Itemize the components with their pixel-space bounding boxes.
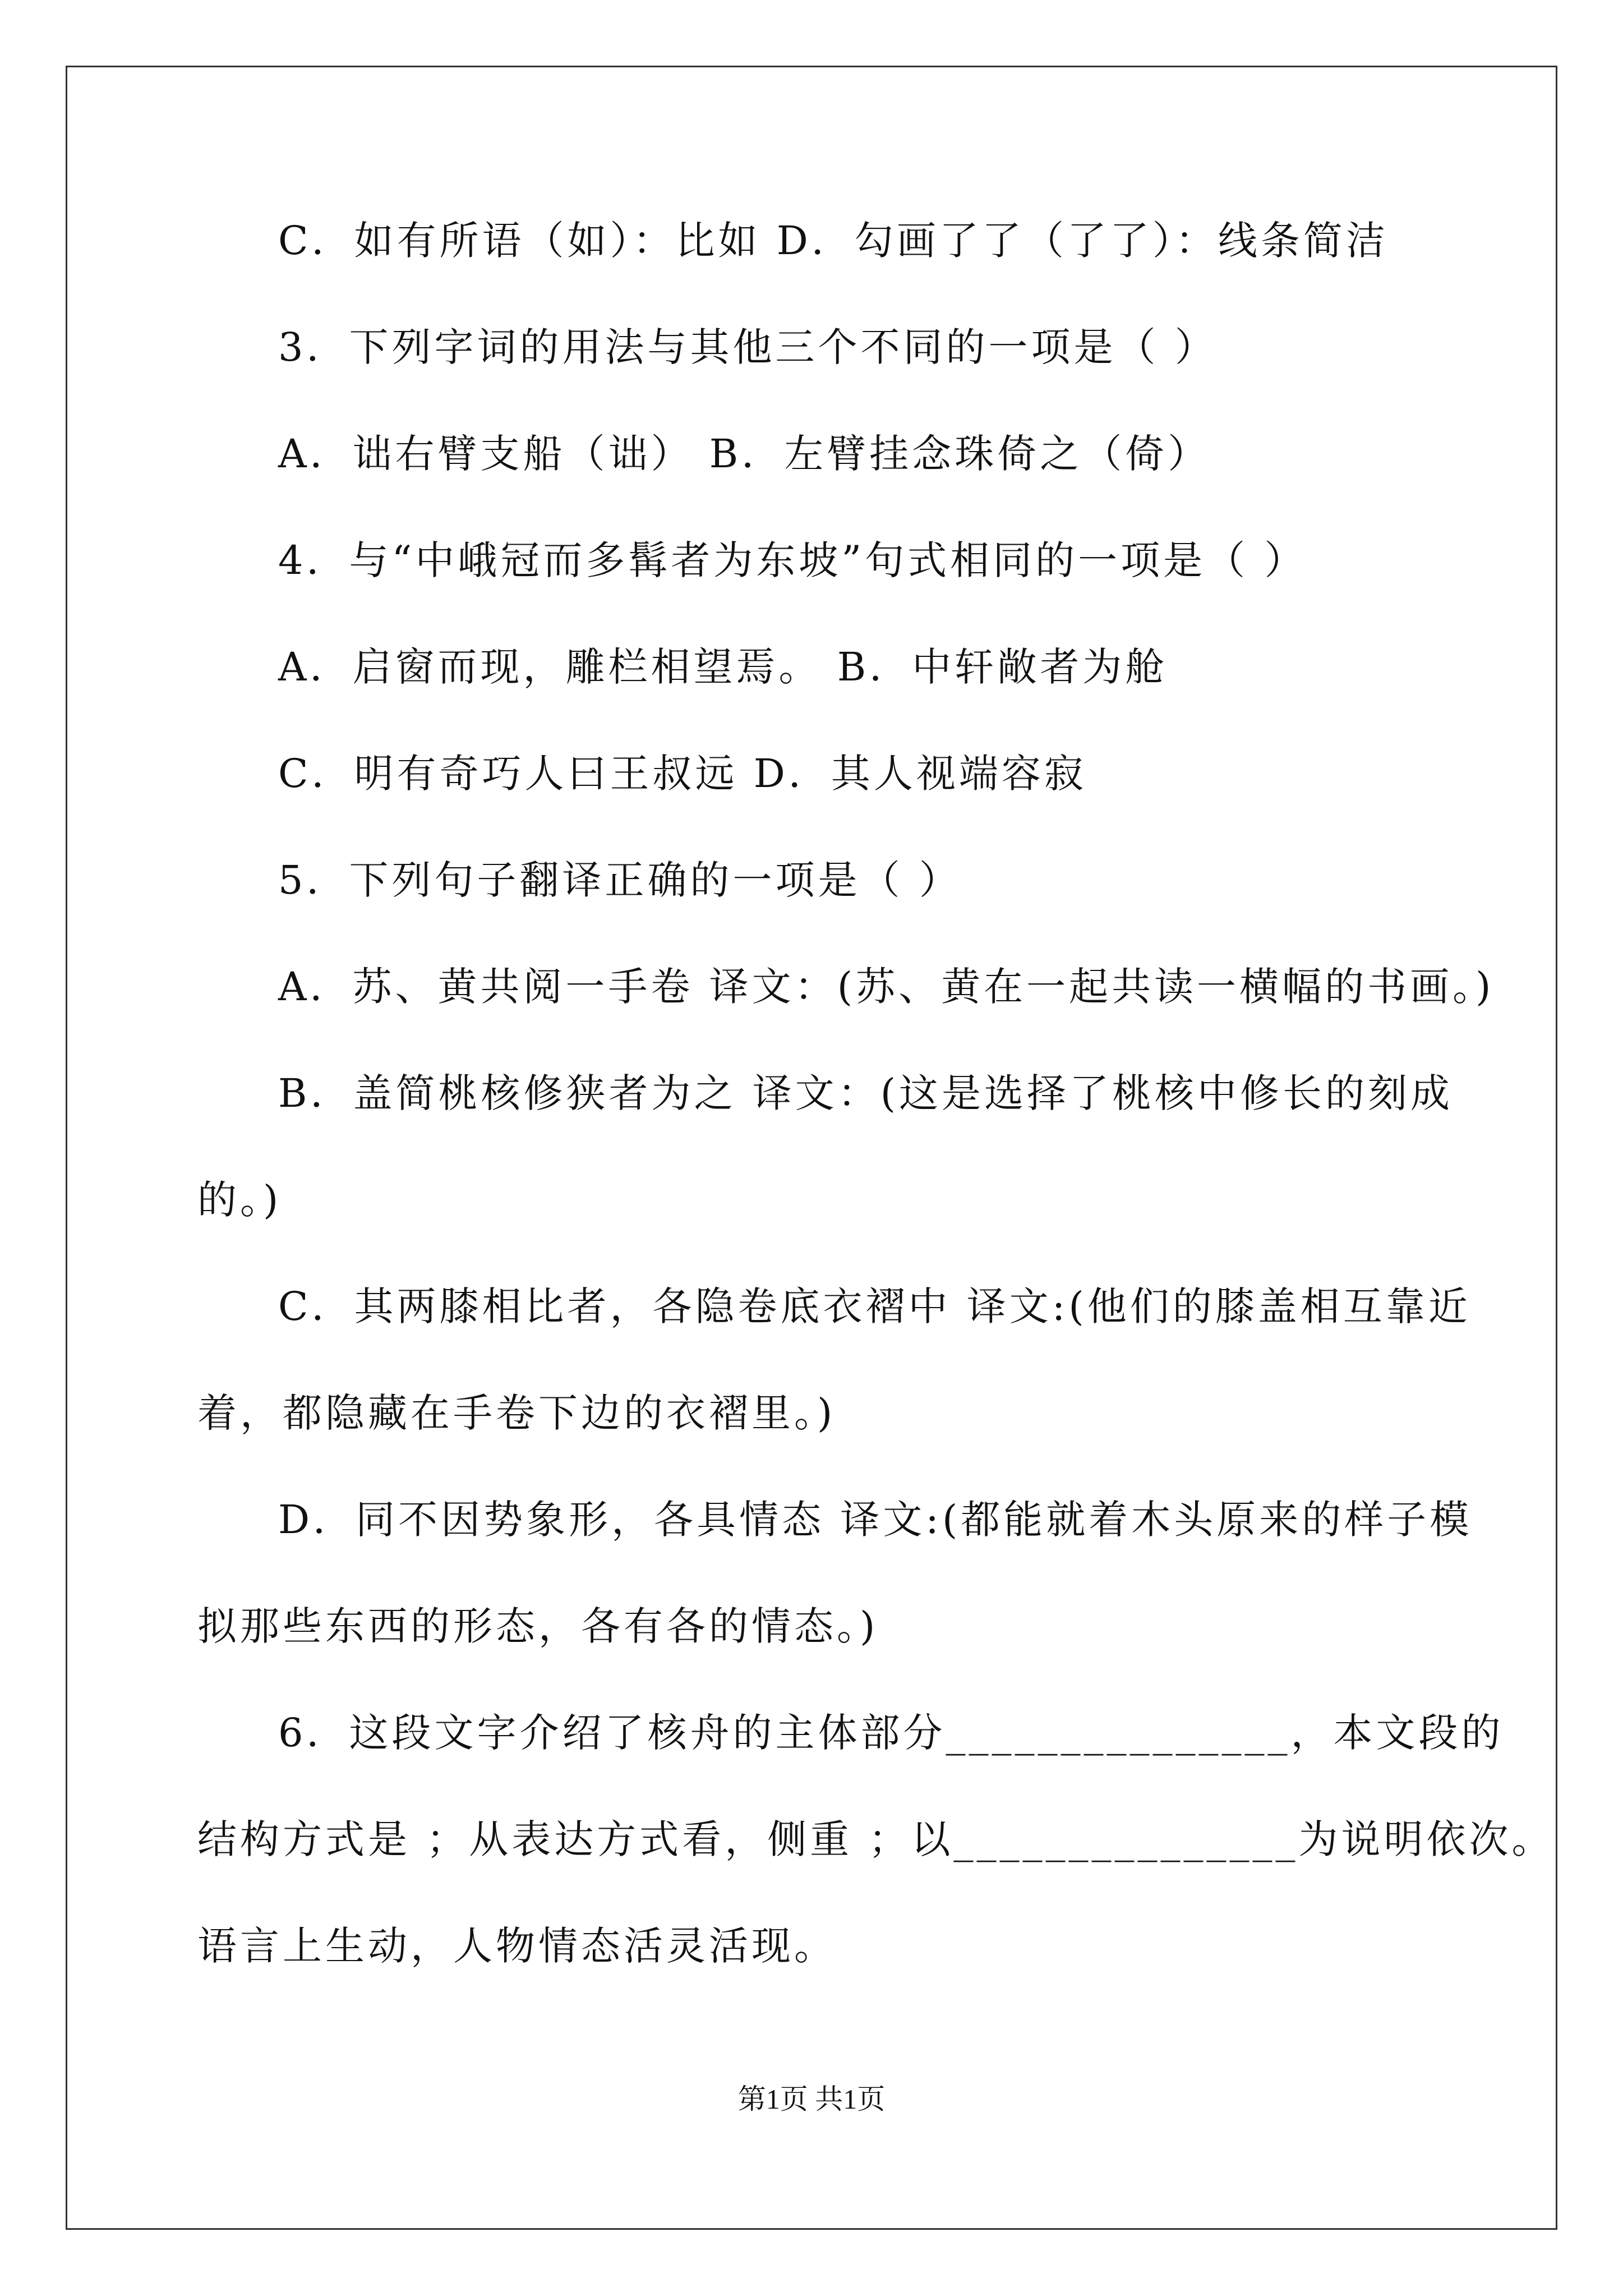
question-5-option-a: A．苏、黄共阅一手卷 译文：(苏、黄在一起共读一横幅的书画。) — [278, 964, 1495, 1010]
question-3: 3．下列字词的用法与其他三个不同的一项是（ ） — [278, 324, 1218, 370]
question-6: 6．这段文字介绍了核舟的主体部分_______________，本文段的 — [278, 1710, 1504, 1756]
page-footer: 第1页 共1页 — [737, 2083, 886, 2115]
question-5-option-d: D．同不因势象形，各具情态 译文:(都能就着木头原来的样子模 — [278, 1497, 1473, 1543]
question-4-options-cd: C．明有奇巧人曰王叔远 D．其人视端容寂 — [278, 751, 1087, 797]
question-4-options-ab: A．启窗而现，雕栏相望焉。 B．中轩敞者为舱 — [278, 644, 1168, 690]
question-5-option-b-cont: 的。) — [197, 1177, 282, 1223]
question-5-option-c: C．其两膝相比者，各隐卷底衣褶中 译文:(他们的膝盖相互靠近 — [278, 1283, 1471, 1329]
page-border — [66, 66, 1557, 2230]
question-5-option-c-cont: 着，都隐藏在手卷下边的衣褶里。) — [197, 1390, 836, 1436]
question-5-option-b: B．盖简桃核修狭者为之 译文：(这是选择了桃核中修长的刻成 — [278, 1070, 1453, 1116]
question-5: 5．下列句子翻译正确的一项是（ ） — [278, 857, 962, 903]
question-4: 4．与“中峨冠而多髯者为东坡”句式相同的一项是（ ） — [278, 537, 1307, 583]
option-line-c-d: C．如有所语（如）：比如 D．勾画了了（了了）：线条简洁 — [278, 218, 1389, 264]
question-6-cont-2: 语言上生动，人物情态活灵活现。 — [197, 1923, 837, 1969]
question-5-option-d-cont: 拟那些东西的形态，各有各的情态。) — [197, 1603, 879, 1649]
question-3-options: A．诎右臂支船（诎） B．左臂挂念珠倚之（倚） — [278, 431, 1211, 477]
question-6-cont-1: 结构方式是 ；从表达方式看，侧重 ；以_______________为说明依次。 — [197, 1816, 1555, 1862]
